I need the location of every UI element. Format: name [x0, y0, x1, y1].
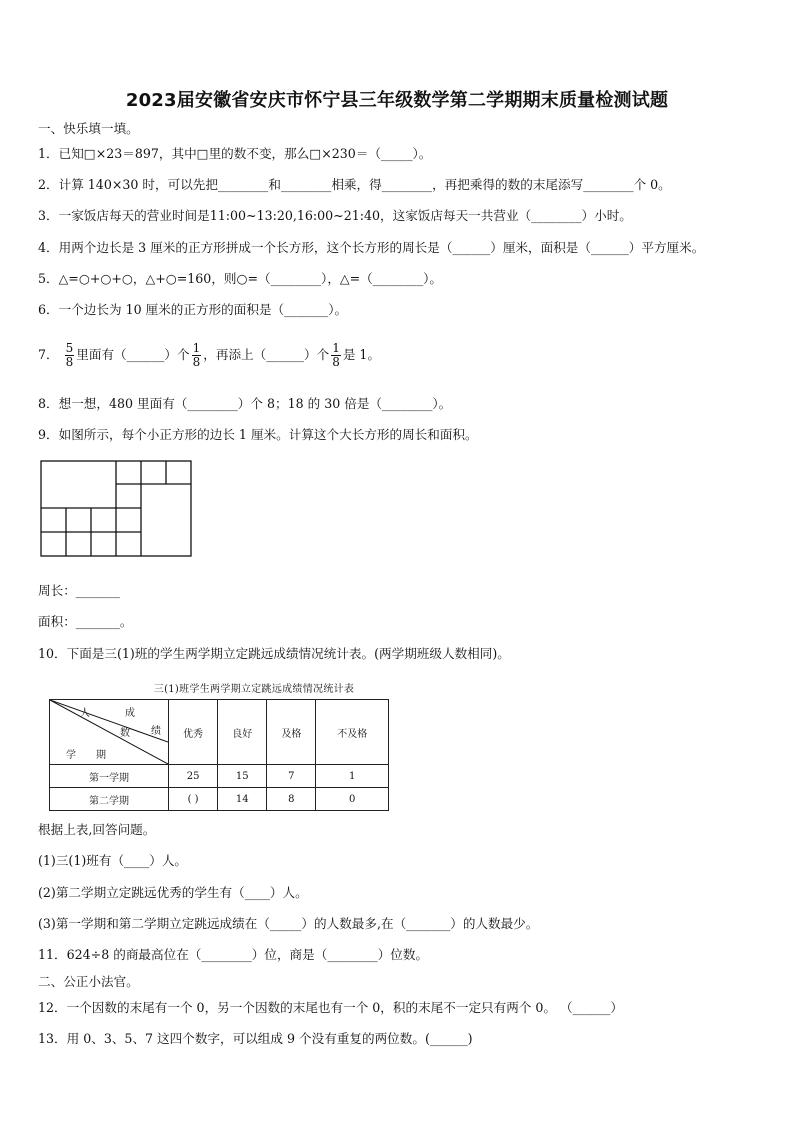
q7-text-1: 里面有（______）个 — [76, 347, 190, 362]
fraction-denominator: 8 — [332, 355, 340, 369]
q10-subquestion-1: (1)三(1)班有（____）人。 — [38, 853, 188, 868]
q9-area-answer: 面积：_______。 — [38, 614, 133, 629]
fraction-1-8-b — [331, 342, 341, 369]
row-label: 第二学期 — [50, 788, 169, 811]
question-4: 4．用两个边长是 3 厘米的正方形拼成一个长方形，这个长方形的周长是（______）厘米，面积是（______）平方厘米。 — [38, 240, 705, 255]
table-cell: 7 — [267, 765, 316, 788]
q7-number: 7． — [38, 347, 59, 362]
fraction-denominator: 8 — [65, 355, 74, 369]
stats-table — [49, 699, 389, 811]
fraction-numerator: 5 — [65, 341, 74, 355]
column-header: 及格 — [267, 700, 316, 765]
diag-label: 绩 — [151, 726, 161, 737]
q7-text-2: ，再添上（______）个 — [203, 347, 330, 362]
diag-label: 学 — [66, 750, 76, 761]
question-6: 6．一个边长为 10 厘米的正方形的面积是（_______）。 — [38, 302, 348, 317]
q7-text-3: 是 1。 — [342, 347, 381, 362]
question-2: 2．计算 140×30 时，可以先把________和________相乘，得________，再把乘得的数的末尾添写________个 0。 — [38, 177, 671, 192]
column-header: 优秀 — [169, 700, 218, 765]
table-title: 三(1)班学生两学期立定跳远成绩情况统计表 — [153, 684, 355, 695]
table-cell: ( ) — [169, 788, 218, 811]
table-header-row — [50, 700, 389, 765]
table-cell: 25 — [169, 765, 218, 788]
diag-label: 成 — [125, 708, 135, 719]
diag-label: 数 — [120, 728, 130, 739]
page-title: 2023届安徽省安庆市怀宁县三年级数学第二学期期末质量检测试题 — [125, 90, 669, 111]
fraction-5-8 — [65, 342, 75, 369]
question-8: 8．想一想，480 里面有（________）个 8；18 的 30 倍是（________）。 — [38, 396, 452, 411]
column-header: 良好 — [218, 700, 267, 765]
section-heading-1: 一、快乐填一填。 — [38, 121, 139, 136]
question-7 — [38, 340, 380, 370]
column-header: 不及格 — [316, 700, 389, 765]
question-1: 1．已知□×23＝897，其中□里的数不变，那么□×230＝（_____）。 — [38, 146, 432, 161]
question-9: 9．如图所示，每个小正方形的边长 1 厘米。计算这个大长方形的周长和面积。 — [38, 427, 478, 442]
diagonal-header-cell — [50, 700, 169, 765]
question-10: 10．下面是三(1)班的学生两学期立定跳远成绩情况统计表。(两学期班级人数相同)。 — [38, 646, 510, 661]
q10-subquestion-2: (2)第二学期立定跳远优秀的学生有（____）人。 — [38, 885, 308, 900]
table-cell: 0 — [316, 788, 389, 811]
fraction-numerator: 1 — [332, 341, 340, 355]
table-row — [50, 788, 389, 811]
table-row — [50, 765, 389, 788]
q10-instruction: 根据上表,回答问题。 — [38, 822, 156, 837]
diag-label: 人 — [80, 708, 90, 719]
question-3: 3．一家饭店每天的营业时间是11:00~13:20,16:00~21:40，这家饭店每天一共营业（________）小时。 — [38, 208, 632, 223]
diag-label: 期 — [96, 750, 106, 761]
fraction-numerator: 1 — [192, 341, 201, 355]
question-5: 5．△=○+○+○，△+○=160，则○=（________），△=（________）。 — [38, 271, 443, 286]
stats-table-block — [49, 680, 389, 811]
question-12: 12．一个因数的末尾有一个 0，另一个因数的末尾也有一个 0，积的末尾不一定只有两个 0。 （______） — [38, 1000, 624, 1015]
question-11: 11．624÷8 的商最高位在（________）位，商是（________）位数。 — [38, 947, 429, 962]
table-cell: 1 — [316, 765, 389, 788]
q9-perimeter-answer: 周长：_______ — [38, 583, 120, 598]
fraction-denominator: 8 — [192, 355, 201, 369]
table-cell: 8 — [267, 788, 316, 811]
table-cell: 14 — [218, 788, 267, 811]
fraction-1-8-a — [192, 342, 202, 369]
rectangle-grid-figure — [40, 460, 194, 558]
question-13: 13．用 0、3、5、7 这四个数字，可以组成 9 个没有重复的两位数。(______) — [38, 1031, 473, 1046]
table-cell: 15 — [218, 765, 267, 788]
q10-subquestion-3: (3)第一学期和第二学期立定跳远成绩在（_____）的人数最多,在（_______）的人数最少。 — [38, 916, 539, 931]
section-heading-2: 二、公正小法官。 — [38, 974, 139, 989]
row-label: 第一学期 — [50, 765, 169, 788]
